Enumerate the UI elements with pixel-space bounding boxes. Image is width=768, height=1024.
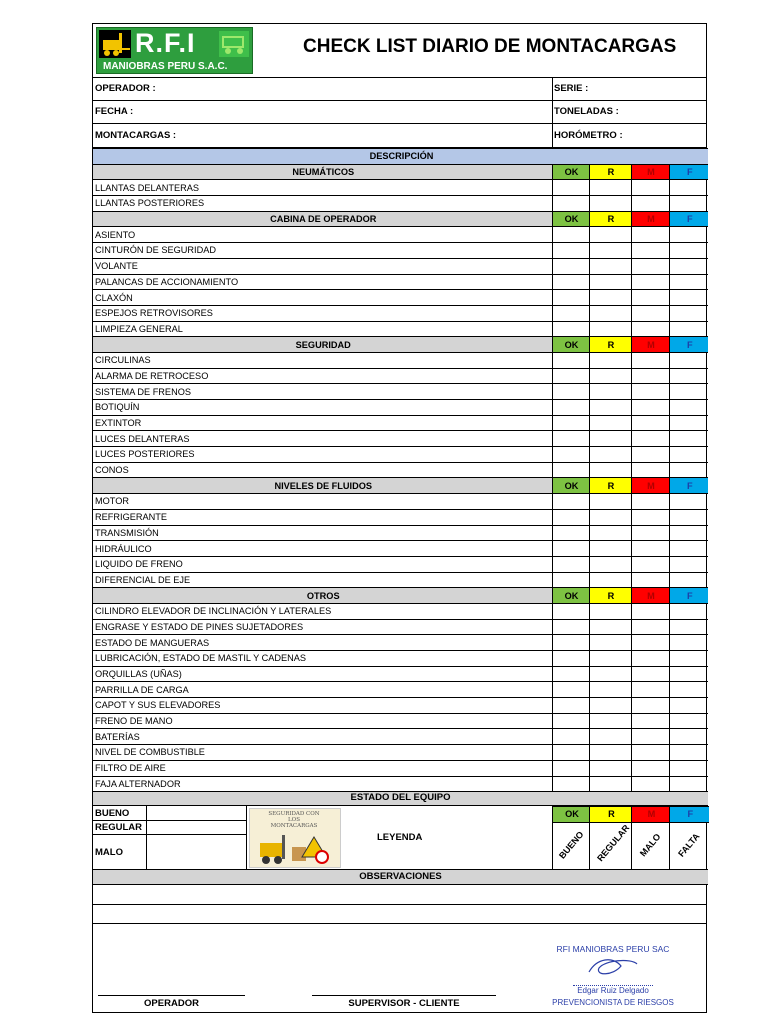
checklist-row — [93, 415, 708, 431]
checklist-row — [93, 509, 708, 525]
checklist-row — [93, 729, 708, 745]
check-cell-ok[interactable] — [552, 290, 589, 306]
legend-ok: OK — [553, 807, 590, 823]
check-cell-f[interactable] — [669, 431, 708, 447]
status-ok-header: OK — [552, 164, 589, 180]
checklist-row — [93, 400, 708, 416]
check-cell-r[interactable] — [589, 525, 631, 541]
check-cell-f[interactable] — [669, 258, 708, 274]
check-cell-m[interactable] — [631, 227, 669, 243]
checklist-row — [93, 619, 708, 635]
check-cell-m[interactable] — [631, 603, 669, 619]
checklist-row — [93, 290, 708, 306]
check-cell-r[interactable] — [589, 400, 631, 416]
check-cell-f[interactable] — [669, 227, 708, 243]
item-label: LUCES DELANTERAS — [93, 431, 552, 447]
check-cell-ok[interactable] — [552, 698, 589, 714]
check-cell-f[interactable] — [669, 274, 708, 290]
check-cell-r[interactable] — [589, 745, 631, 761]
check-cell-ok[interactable] — [552, 352, 589, 368]
check-cell-m[interactable] — [631, 321, 669, 337]
item-label: VOLANTE — [93, 258, 552, 274]
check-cell-r[interactable] — [589, 682, 631, 698]
check-cell-m[interactable] — [631, 180, 669, 196]
check-cell-f[interactable] — [669, 776, 708, 792]
checklist-row — [93, 227, 708, 243]
check-cell-f[interactable] — [669, 447, 708, 463]
logo-subtitle: MANIOBRAS PERU S.A.C. — [103, 61, 228, 72]
checklist-row — [93, 368, 708, 384]
checklist-row — [93, 274, 708, 290]
item-label: DIFERENCIAL DE EJE — [93, 572, 552, 588]
item-label: MOTOR — [93, 494, 552, 510]
legend-word-bueno: BUENO — [556, 829, 586, 861]
check-cell-f[interactable] — [669, 352, 708, 368]
item-label: SISTEMA DE FRENOS — [93, 384, 552, 400]
status-f-header: F — [669, 588, 708, 604]
checklist-row — [93, 776, 708, 792]
status-r-header: R — [589, 211, 631, 227]
stamp-company: RFI MANIOBRAS PERU SAC — [556, 944, 670, 954]
check-cell-ok[interactable] — [552, 462, 589, 478]
check-cell-r[interactable] — [589, 305, 631, 321]
check-cell-f[interactable] — [669, 729, 708, 745]
check-cell-m[interactable] — [631, 384, 669, 400]
check-cell-r[interactable] — [589, 760, 631, 776]
checklist-row — [93, 447, 708, 463]
check-cell-m[interactable] — [631, 290, 669, 306]
item-label: CLAXÓN — [93, 290, 552, 306]
check-cell-f[interactable] — [669, 305, 708, 321]
section-header-row — [93, 164, 708, 180]
check-cell-f[interactable] — [669, 243, 708, 259]
section-header-row — [93, 337, 708, 353]
check-cell-m[interactable] — [631, 698, 669, 714]
item-label: LIQUIDO DE FRENO — [93, 556, 552, 572]
check-cell-r[interactable] — [589, 666, 631, 682]
checklist-row — [93, 666, 708, 682]
status-ok-header: OK — [552, 478, 589, 494]
checklist-row — [93, 305, 708, 321]
check-cell-ok[interactable] — [552, 525, 589, 541]
checklist-row — [93, 745, 708, 761]
check-cell-m[interactable] — [631, 776, 669, 792]
check-cell-m[interactable] — [631, 745, 669, 761]
legend-r: R — [590, 807, 632, 823]
item-label: BATERÍAS — [93, 729, 552, 745]
checklist-row — [93, 603, 708, 619]
checklist-row — [93, 698, 708, 714]
check-cell-r[interactable] — [589, 729, 631, 745]
check-cell-r[interactable] — [589, 447, 631, 463]
leyenda-label: LEYENDA — [377, 832, 423, 843]
check-cell-m[interactable] — [631, 713, 669, 729]
check-cell-f[interactable] — [669, 196, 708, 212]
check-cell-ok[interactable] — [552, 400, 589, 416]
check-cell-ok[interactable] — [552, 227, 589, 243]
check-cell-r[interactable] — [589, 541, 631, 557]
checklist-row — [93, 541, 708, 557]
section-title: NEUMÁTICOS — [93, 164, 552, 180]
check-cell-ok[interactable] — [552, 196, 589, 212]
check-cell-r[interactable] — [589, 180, 631, 196]
checklist-sheet — [92, 23, 707, 1013]
truck-logo-icon — [219, 31, 249, 57]
check-cell-ok[interactable] — [552, 447, 589, 463]
operador-label: OPERADOR : — [95, 83, 156, 94]
regular-label: REGULAR — [95, 822, 142, 833]
check-cell-ok[interactable] — [552, 603, 589, 619]
check-cell-r[interactable] — [589, 243, 631, 259]
descripcion-row — [93, 149, 708, 165]
item-label: NIVEL DE COMBUSTIBLE — [93, 745, 552, 761]
legend-word-regular: REGULAR — [595, 822, 632, 864]
check-cell-f[interactable] — [669, 462, 708, 478]
check-cell-ok[interactable] — [552, 556, 589, 572]
check-cell-r[interactable] — [589, 509, 631, 525]
check-cell-m[interactable] — [631, 258, 669, 274]
serie-label: SERIE : — [554, 83, 589, 94]
check-cell-ok[interactable] — [552, 635, 589, 651]
status-r-header: R — [589, 164, 631, 180]
check-cell-m[interactable] — [631, 274, 669, 290]
status-m-header: M — [631, 337, 669, 353]
check-cell-ok[interactable] — [552, 745, 589, 761]
check-cell-f[interactable] — [669, 666, 708, 682]
checklist-row — [93, 180, 708, 196]
check-cell-ok[interactable] — [552, 729, 589, 745]
checklist-table — [93, 148, 708, 792]
section-header-row — [93, 211, 708, 227]
checklist-row — [93, 462, 708, 478]
check-cell-ok[interactable] — [552, 243, 589, 259]
observaciones-title: OBSERVACIONES — [359, 871, 442, 882]
check-cell-ok[interactable] — [552, 305, 589, 321]
check-cell-ok[interactable] — [552, 776, 589, 792]
check-cell-f[interactable] — [669, 415, 708, 431]
item-label: ENGRASE Y ESTADO DE PINES SUJETADORES — [93, 619, 552, 635]
check-cell-m[interactable] — [631, 415, 669, 431]
item-label: REFRIGERANTE — [93, 509, 552, 525]
check-cell-r[interactable] — [589, 196, 631, 212]
check-cell-ok[interactable] — [552, 415, 589, 431]
check-cell-r[interactable] — [589, 713, 631, 729]
check-cell-f[interactable] — [669, 572, 708, 588]
check-cell-m[interactable] — [631, 509, 669, 525]
check-cell-m[interactable] — [631, 400, 669, 416]
legend-word-malo: MALO — [637, 831, 663, 859]
legend-word-falta: FALTA — [676, 831, 702, 859]
status-m-header: M — [631, 588, 669, 604]
check-cell-ok[interactable] — [552, 572, 589, 588]
item-label: TRANSMISIÓN — [93, 525, 552, 541]
logo-text: R.F.I — [135, 28, 196, 58]
check-cell-ok[interactable] — [552, 368, 589, 384]
status-m-header: M — [631, 164, 669, 180]
checklist-row — [93, 431, 708, 447]
check-cell-ok[interactable] — [552, 274, 589, 290]
check-cell-ok[interactable] — [552, 431, 589, 447]
legend-f: F — [670, 807, 709, 823]
item-label: CILINDRO ELEVADOR DE INCLINACIÓN Y LATERALES — [93, 603, 552, 619]
check-cell-r[interactable] — [589, 321, 631, 337]
check-cell-m[interactable] — [631, 682, 669, 698]
check-cell-m[interactable] — [631, 305, 669, 321]
item-label: CONOS — [93, 462, 552, 478]
check-cell-ok[interactable] — [552, 666, 589, 682]
check-cell-r[interactable] — [589, 619, 631, 635]
check-cell-ok[interactable] — [552, 509, 589, 525]
check-cell-r[interactable] — [589, 290, 631, 306]
checklist-row — [93, 352, 708, 368]
check-cell-f[interactable] — [669, 494, 708, 510]
check-cell-r[interactable] — [589, 274, 631, 290]
item-label: ALARMA DE RETROCESO — [93, 368, 552, 384]
checklist-row — [93, 196, 708, 212]
checklist-row — [93, 384, 708, 400]
item-label: HIDRÁULICO — [93, 541, 552, 557]
check-cell-r[interactable] — [589, 572, 631, 588]
item-label: CIRCULINAS — [93, 352, 552, 368]
legend-m: M — [632, 807, 670, 823]
check-cell-r[interactable] — [589, 776, 631, 792]
status-ok-header: OK — [552, 337, 589, 353]
status-m-header: M — [631, 211, 669, 227]
check-cell-m[interactable] — [631, 635, 669, 651]
status-ok-header: OK — [552, 588, 589, 604]
malo-label: MALO — [95, 847, 123, 858]
check-cell-r[interactable] — [589, 651, 631, 667]
check-cell-f[interactable] — [669, 368, 708, 384]
check-cell-ok[interactable] — [552, 682, 589, 698]
section-title: OTROS — [93, 588, 552, 604]
check-cell-m[interactable] — [631, 760, 669, 776]
checklist-row — [93, 682, 708, 698]
check-cell-f[interactable] — [669, 745, 708, 761]
item-label: LUBRICACIÓN, ESTADO DE MASTIL Y CADENAS — [93, 651, 552, 667]
check-cell-m[interactable] — [631, 352, 669, 368]
check-cell-ok[interactable] — [552, 180, 589, 196]
fecha-label: FECHA : — [95, 106, 134, 117]
check-cell-m[interactable] — [631, 243, 669, 259]
stamp-name: Edgar Ruiz Delgado — [573, 985, 653, 995]
check-cell-m[interactable] — [631, 462, 669, 478]
checklist-row — [93, 651, 708, 667]
item-label: PARRILLA DE CARGA — [93, 682, 552, 698]
horometro-label: HORÓMETRO : — [554, 130, 623, 141]
stamp-role: PREVENCIONISTA DE RIESGOS — [552, 998, 674, 1007]
check-cell-m[interactable] — [631, 572, 669, 588]
check-cell-ok[interactable] — [552, 494, 589, 510]
checklist-row — [93, 572, 708, 588]
check-cell-f[interactable] — [669, 651, 708, 667]
status-r-header: R — [589, 337, 631, 353]
forklift-logo-icon — [99, 30, 131, 58]
checklist-row — [93, 713, 708, 729]
bueno-label: BUENO — [95, 808, 130, 819]
item-label: ESPEJOS RETROVISORES — [93, 305, 552, 321]
section-header-row — [93, 478, 708, 494]
check-cell-ok[interactable] — [552, 321, 589, 337]
check-cell-f[interactable] — [669, 509, 708, 525]
checklist-row — [93, 760, 708, 776]
check-cell-m[interactable] — [631, 541, 669, 557]
check-cell-r[interactable] — [589, 603, 631, 619]
check-cell-ok[interactable] — [552, 541, 589, 557]
estado-title: ESTADO DEL EQUIPO — [350, 792, 451, 803]
item-label: ASIENTO — [93, 227, 552, 243]
check-cell-f[interactable] — [669, 290, 708, 306]
status-r-header: R — [589, 588, 631, 604]
check-cell-r[interactable] — [589, 227, 631, 243]
item-label: EXTINTOR — [93, 415, 552, 431]
check-cell-f[interactable] — [669, 180, 708, 196]
supervisor-signature-label: SUPERVISOR - CLIENTE — [348, 998, 460, 1009]
check-cell-r[interactable] — [589, 384, 631, 400]
check-cell-m[interactable] — [631, 196, 669, 212]
check-cell-f[interactable] — [669, 321, 708, 337]
status-r-header: R — [589, 478, 631, 494]
check-cell-f[interactable] — [669, 400, 708, 416]
check-cell-m[interactable] — [631, 666, 669, 682]
check-cell-r[interactable] — [589, 415, 631, 431]
check-cell-f[interactable] — [669, 619, 708, 635]
check-cell-f[interactable] — [669, 698, 708, 714]
checklist-row — [93, 494, 708, 510]
check-cell-r[interactable] — [589, 635, 631, 651]
check-cell-f[interactable] — [669, 760, 708, 776]
check-cell-r[interactable] — [589, 258, 631, 274]
check-cell-ok[interactable] — [552, 258, 589, 274]
item-label: LLANTAS DELANTERAS — [93, 180, 552, 196]
item-label: PALANCAS DE ACCIONAMIENTO — [93, 274, 552, 290]
check-cell-r[interactable] — [589, 368, 631, 384]
checklist-row — [93, 321, 708, 337]
status-f-header: F — [669, 337, 708, 353]
item-label: BOTIQUÍN — [93, 400, 552, 416]
check-cell-r[interactable] — [589, 462, 631, 478]
check-cell-ok[interactable] — [552, 760, 589, 776]
check-cell-m[interactable] — [631, 729, 669, 745]
check-cell-ok[interactable] — [552, 384, 589, 400]
safety-image-caption: SEGURIDAD CON LOS MONTACARGAS — [268, 811, 320, 829]
check-cell-ok[interactable] — [552, 619, 589, 635]
checklist-row — [93, 635, 708, 651]
item-label: FAJA ALTERNADOR — [93, 776, 552, 792]
status-f-header: F — [669, 478, 708, 494]
item-label: ORQUILLAS (UÑAS) — [93, 666, 552, 682]
item-label: ESTADO DE MANGUERAS — [93, 635, 552, 651]
check-cell-r[interactable] — [589, 352, 631, 368]
item-label: LIMPIEZA GENERAL — [93, 321, 552, 337]
check-cell-f[interactable] — [669, 603, 708, 619]
item-label: FRENO DE MANO — [93, 713, 552, 729]
check-cell-m[interactable] — [631, 556, 669, 572]
check-cell-ok[interactable] — [552, 651, 589, 667]
forklift-icon — [256, 833, 336, 865]
check-cell-m[interactable] — [631, 447, 669, 463]
item-label: CAPOT Y SUS ELEVADORES — [93, 698, 552, 714]
forklift-safety-image — [249, 808, 341, 868]
item-label: CINTURÓN DE SEGURIDAD — [93, 243, 552, 259]
check-cell-r[interactable] — [589, 494, 631, 510]
section-header-row — [93, 588, 708, 604]
check-cell-m[interactable] — [631, 619, 669, 635]
check-cell-f[interactable] — [669, 556, 708, 572]
checklist-row — [93, 258, 708, 274]
checklist-row — [93, 556, 708, 572]
check-cell-r[interactable] — [589, 431, 631, 447]
check-cell-r[interactable] — [589, 556, 631, 572]
checklist-row — [93, 525, 708, 541]
check-cell-f[interactable] — [669, 384, 708, 400]
handwritten-signature — [583, 954, 643, 980]
check-cell-f[interactable] — [669, 713, 708, 729]
check-cell-m[interactable] — [631, 651, 669, 667]
operador-signature-label: OPERADOR — [144, 998, 199, 1009]
check-cell-m[interactable] — [631, 431, 669, 447]
montacargas-label: MONTACARGAS : — [95, 130, 177, 141]
check-cell-m[interactable] — [631, 368, 669, 384]
status-ok-header: OK — [552, 211, 589, 227]
check-cell-ok[interactable] — [552, 713, 589, 729]
check-cell-f[interactable] — [669, 525, 708, 541]
check-cell-f[interactable] — [669, 682, 708, 698]
status-f-header: F — [669, 164, 708, 180]
status-m-header: M — [631, 478, 669, 494]
check-cell-r[interactable] — [589, 698, 631, 714]
check-cell-m[interactable] — [631, 525, 669, 541]
checklist-row — [93, 243, 708, 259]
check-cell-m[interactable] — [631, 494, 669, 510]
check-cell-f[interactable] — [669, 541, 708, 557]
section-title: NIVELES DE FLUIDOS — [93, 478, 552, 494]
company-stamp — [533, 944, 693, 1006]
toneladas-label: TONELADAS : — [554, 106, 619, 117]
company-logo — [96, 27, 253, 74]
descripcion-header: DESCRIPCIÓN — [93, 149, 708, 165]
item-label: LUCES POSTERIORES — [93, 447, 552, 463]
item-label: LLANTAS POSTERIORES — [93, 196, 552, 212]
item-label: FILTRO DE AIRE — [93, 760, 552, 776]
page-title: CHECK LIST DIARIO DE MONTACARGAS — [303, 36, 677, 57]
section-title: CABINA DE OPERADOR — [93, 211, 552, 227]
section-title: SEGURIDAD — [93, 337, 552, 353]
status-f-header: F — [669, 211, 708, 227]
check-cell-f[interactable] — [669, 635, 708, 651]
